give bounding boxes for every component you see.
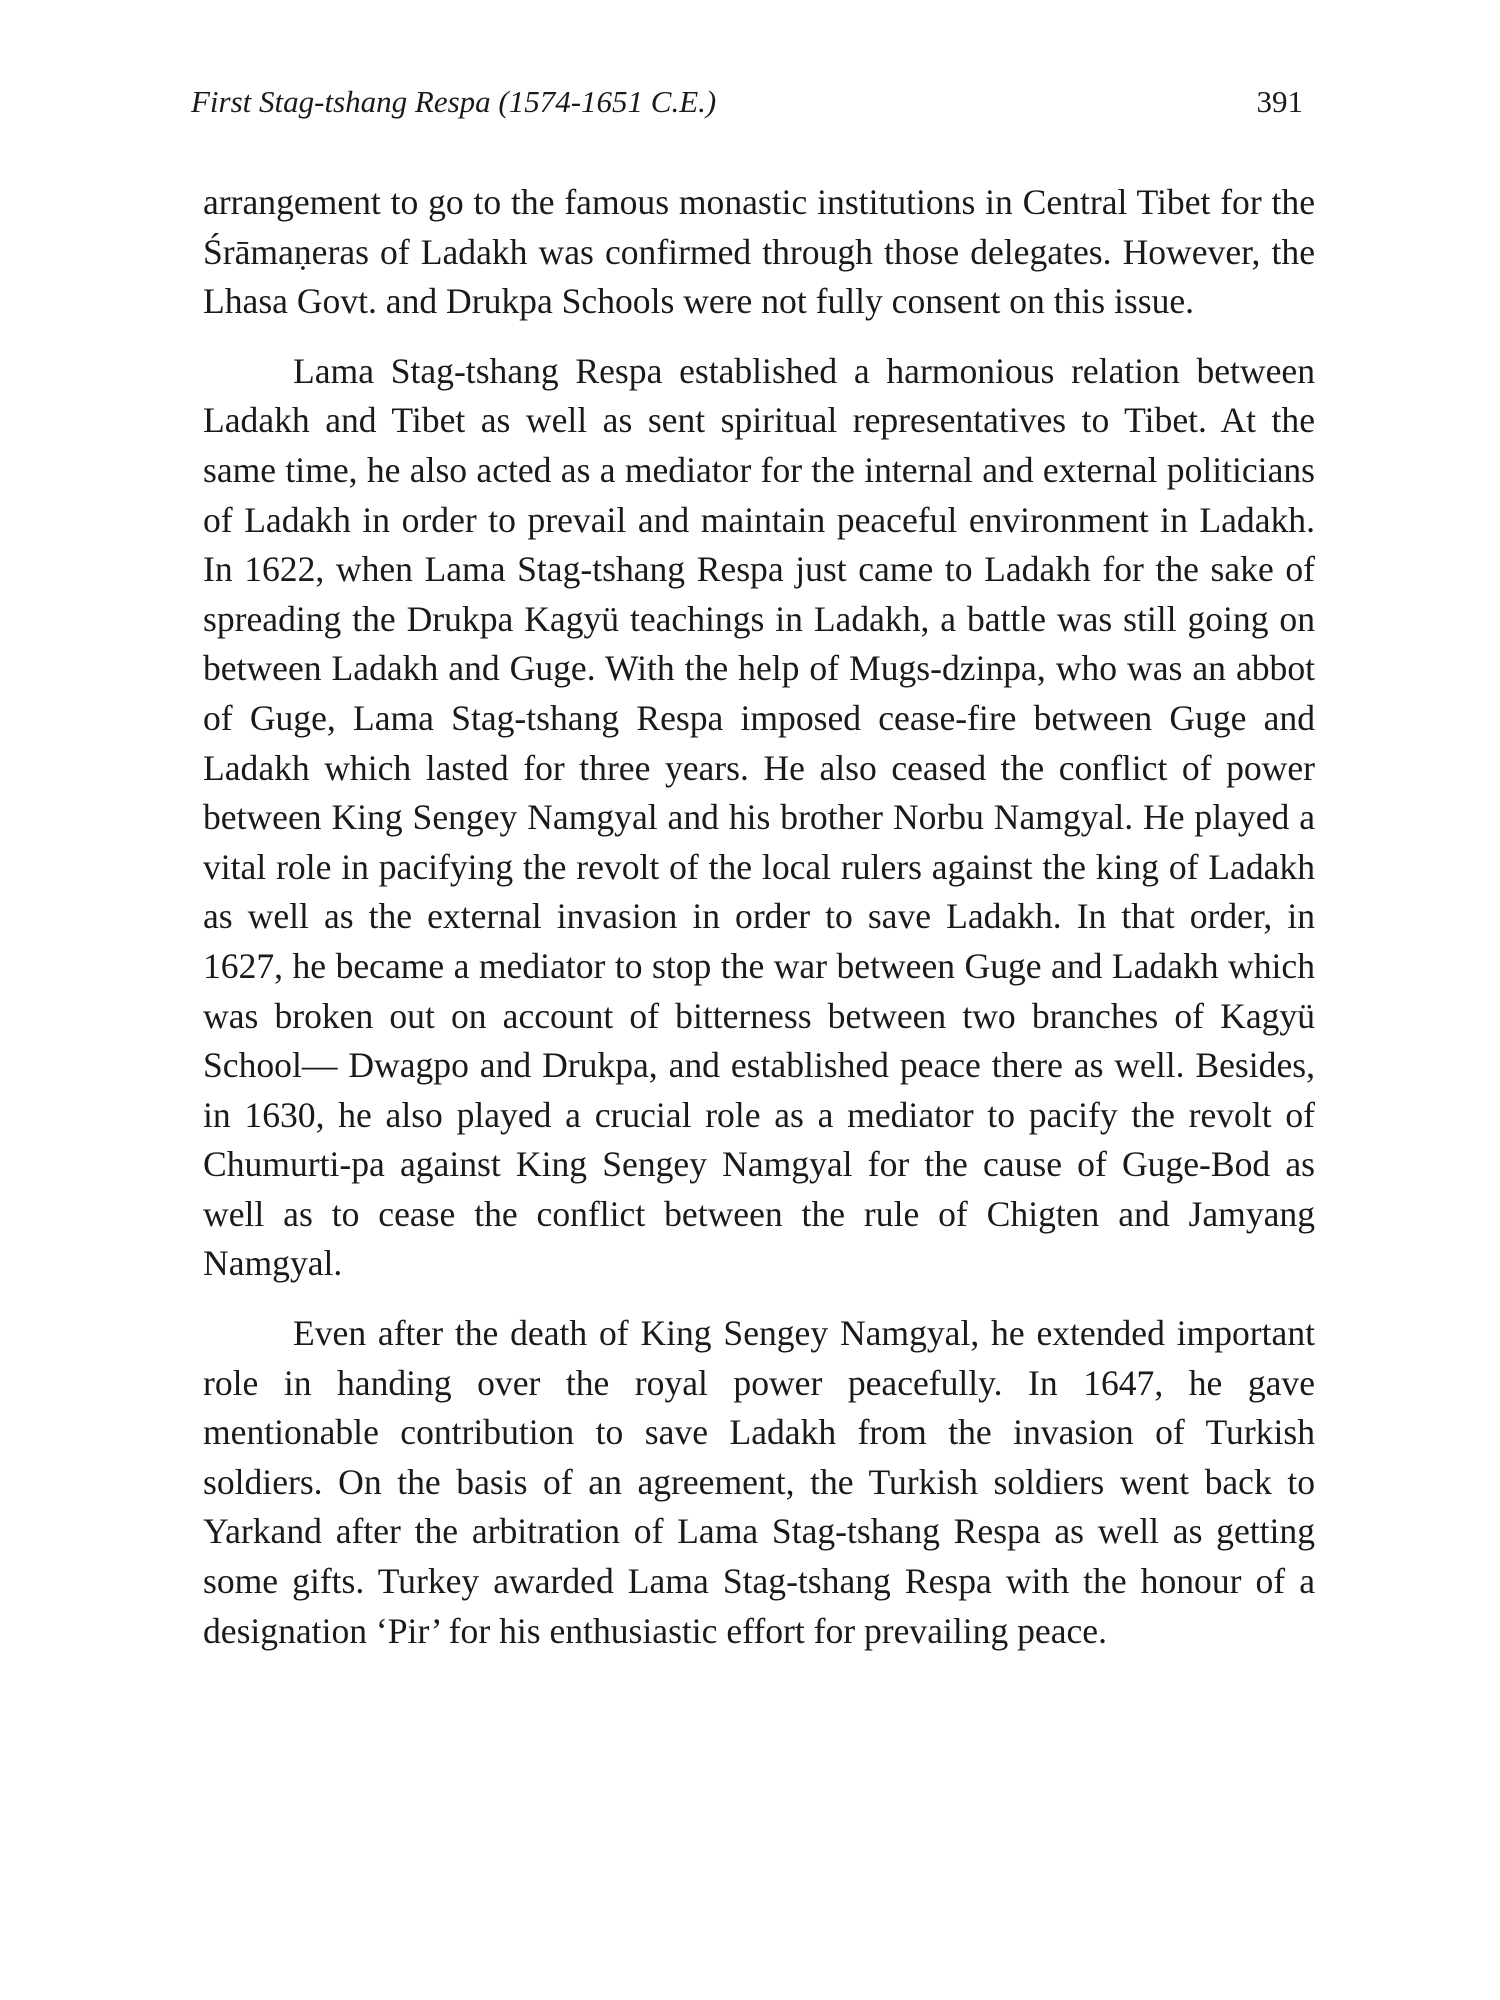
page-number: 391 [1256, 84, 1303, 119]
paragraph-mediator-role: Lama Stag-tshang Respa established a harmonious relation between Ladakh and Tibet as well as sent spiritual representatives to Tibet. At the same time, he also acted as a mediator for the internal and external politicians of Ladakh in order to prevail and maintain peaceful environment in Ladakh. In 1622, when Lama Stag-tshang Respa just came to Ladakh for the sake of spreading the Drukpa Kagyü teachings in Ladakh, a battle was still going on between Ladakh and Guge. With the help of Mugs-dzinpa, who was an abbot of Guge, Lama Stag-tshang Respa imposed cease-fire between Guge and Ladakh which lasted for three years. He also ceased the conflict of power between King Sengey Namgyal and his brother Norbu Namgyal. He played a vital role in pacifying the revolt of the local rulers against the king of Ladakh as well as the external invasion in order to save Ladakh. In that order, in 1627, he became a mediator to stop the war between Guge and Ladakh which was broken out on account of bitterness between two branches of Kagyü School— Dwagpo and Drukpa, and established peace there as well. Besides, in 1630, he also played a crucial role as a mediator to pacify the revolt of Chumurti-pa against King Sengey Namgyal for the cause of Guge-Bod as well as to cease the conflict between the rule of Chigten and Jamyang Namgyal. [203, 350, 1315, 1284]
paragraph-continued: arrangement to go to the famous monastic institutions in Central Tibet for the Śrāmaṇeras of Ladakh was confirmed through those delegates. However, the Lhasa Govt. and Drukpa Schools were not fully consent on this issue. [203, 182, 1315, 322]
running-head [191, 82, 1303, 132]
paragraph-after-death: Even after the death of King Sengey Namgyal, he extended important role in handing over the royal power peacefully. In 1647, he gave mentionable contribution to save Ladakh from the invasion of Turkish soldiers. On the basis of an agreement, the Turkish soldiers went back to Yarkand after the arbitration of Lama Stag-tshang Respa as well as getting some gifts. Turkey awarded Lama Stag-tshang Respa with the honour of a designation ‘Pir’ for his enthusiastic effort for prevailing peace. [203, 1313, 1315, 1651]
running-title: First Stag-tshang Respa (1574-1651 C.E.) [191, 84, 717, 119]
body-text [203, 178, 1315, 1656]
